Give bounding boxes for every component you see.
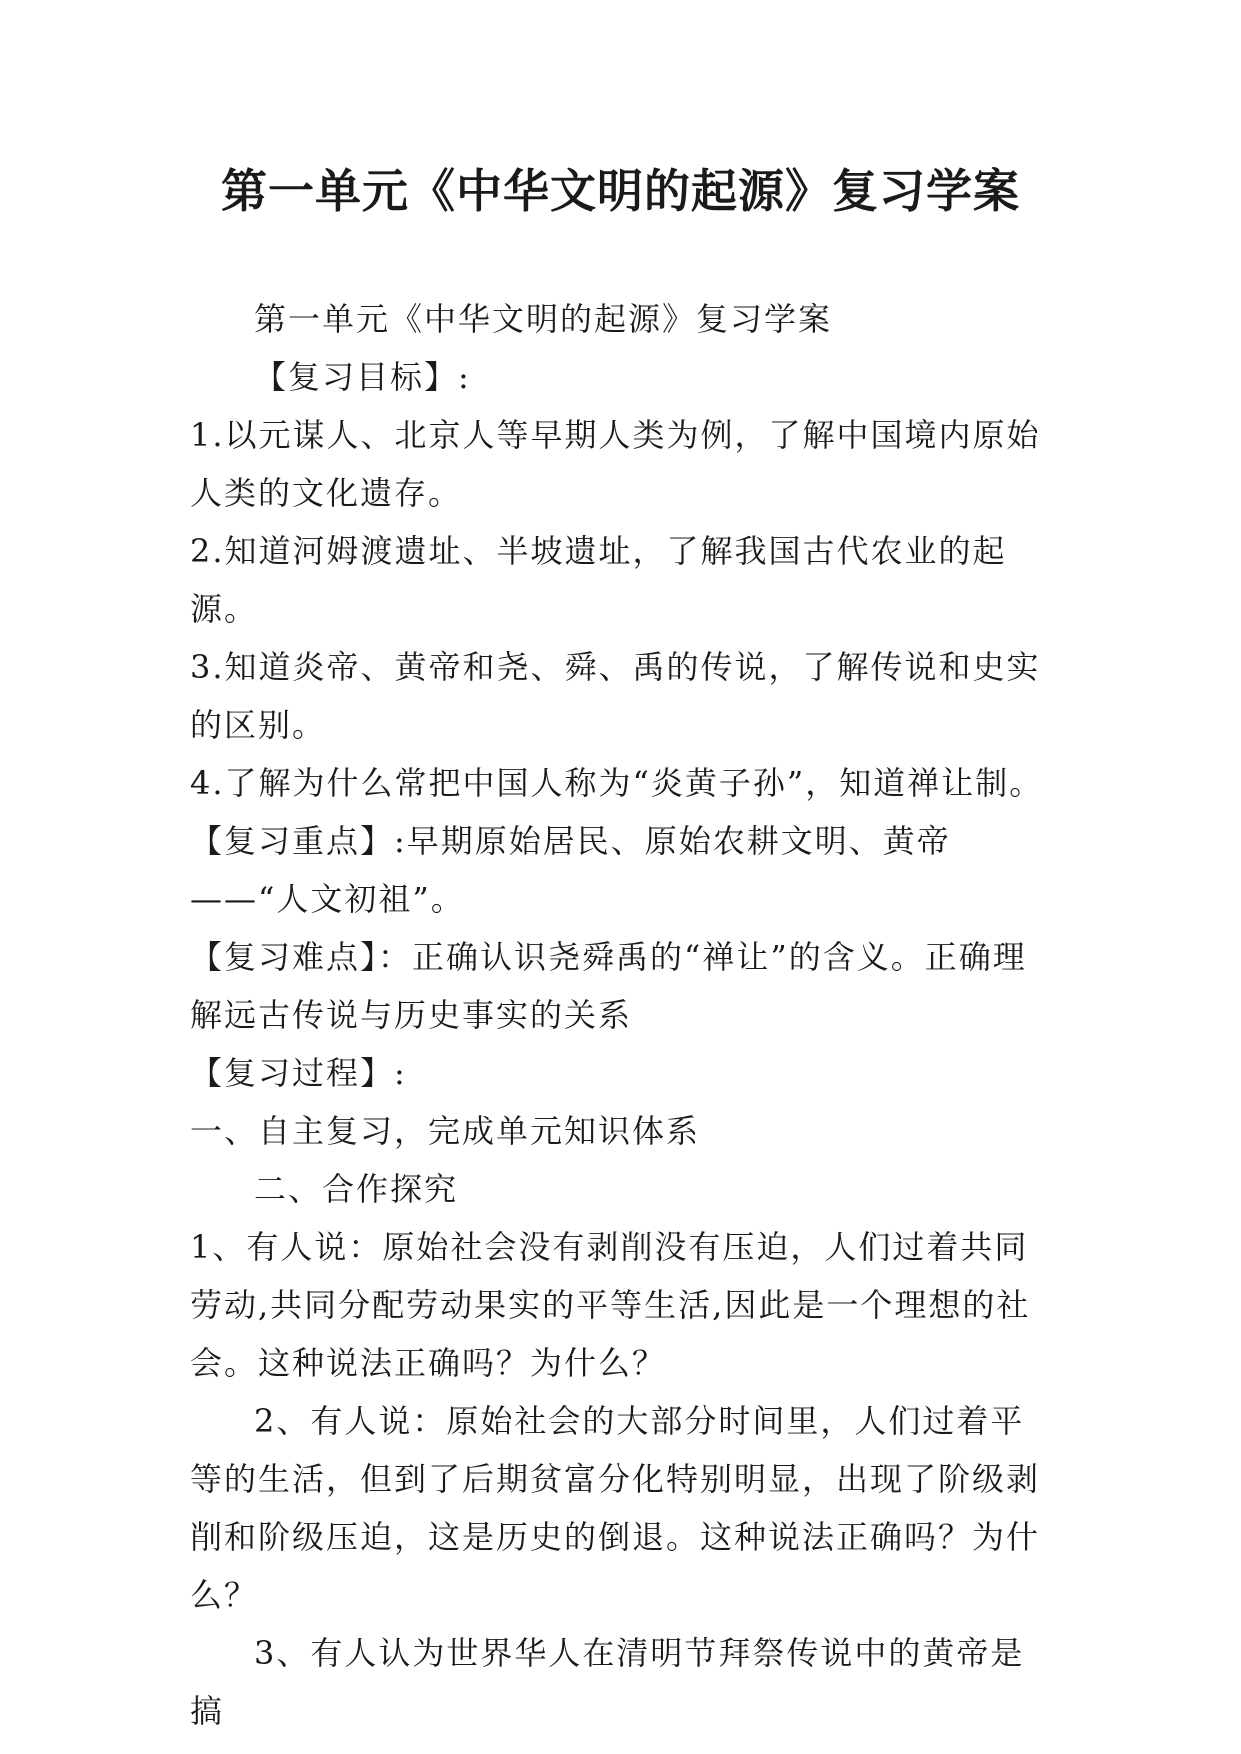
review-key-points: 【复习重点】:早期原始居民、原始农耕文明、黄帝——“人文初祖”。 bbox=[190, 822, 951, 918]
goal-item-3: 3.知道炎帝、黄帝和尧、舜、禹的传说，了解传说和史实的区别。 bbox=[190, 648, 1041, 744]
question-3: 3、有人认为世界华人在清明节拜祭传说中的黄帝是搞 bbox=[190, 1634, 1025, 1730]
document-body bbox=[190, 290, 1055, 1740]
review-goals-heading: 【复习目标】: bbox=[254, 358, 471, 396]
review-process-heading: 【复习过程】: bbox=[190, 1054, 407, 1092]
goal-item-1: 1.以元谋人、北京人等早期人类为例，了解中国境内原始人类的文化遗存。 bbox=[190, 416, 1041, 512]
question-2: 2、有人说：原始社会的大部分时间里，人们过着平等的生活，但到了后期贫富分化特别明显，出现了阶级剥削和阶级压迫，这是历史的倒退。这种说法正确吗？为什么？ bbox=[190, 1402, 1041, 1614]
subtitle-paragraph: 第一单元《中华文明的起源》复习学案 bbox=[254, 300, 833, 338]
review-difficulties: 【复习难点】：正确认识尧舜禹的“禅让”的含义。正确理解远古传说与历史事实的关系 bbox=[190, 938, 1027, 1034]
section-two-heading: 二、合作探究 bbox=[254, 1170, 459, 1208]
goal-item-4: 4.了解为什么常把中国人称为“炎黄子孙”，知道禅让制。 bbox=[190, 764, 1044, 802]
section-one-heading: 一、自主复习，完成单元知识体系 bbox=[190, 1112, 701, 1150]
goal-item-2: 2.知道河姆渡遗址、半坡遗址，了解我国古代农业的起源。 bbox=[190, 532, 1007, 628]
document-title: 第一单元《中华文明的起源》复习学案 bbox=[221, 164, 1020, 218]
question-1: 1、有人说：原始社会没有剥削没有压迫，人们过着共同劳动,共同分配劳动果实的平等生活,因此是一个理想的社会。这种说法正确吗？为什么？ bbox=[190, 1228, 1031, 1382]
